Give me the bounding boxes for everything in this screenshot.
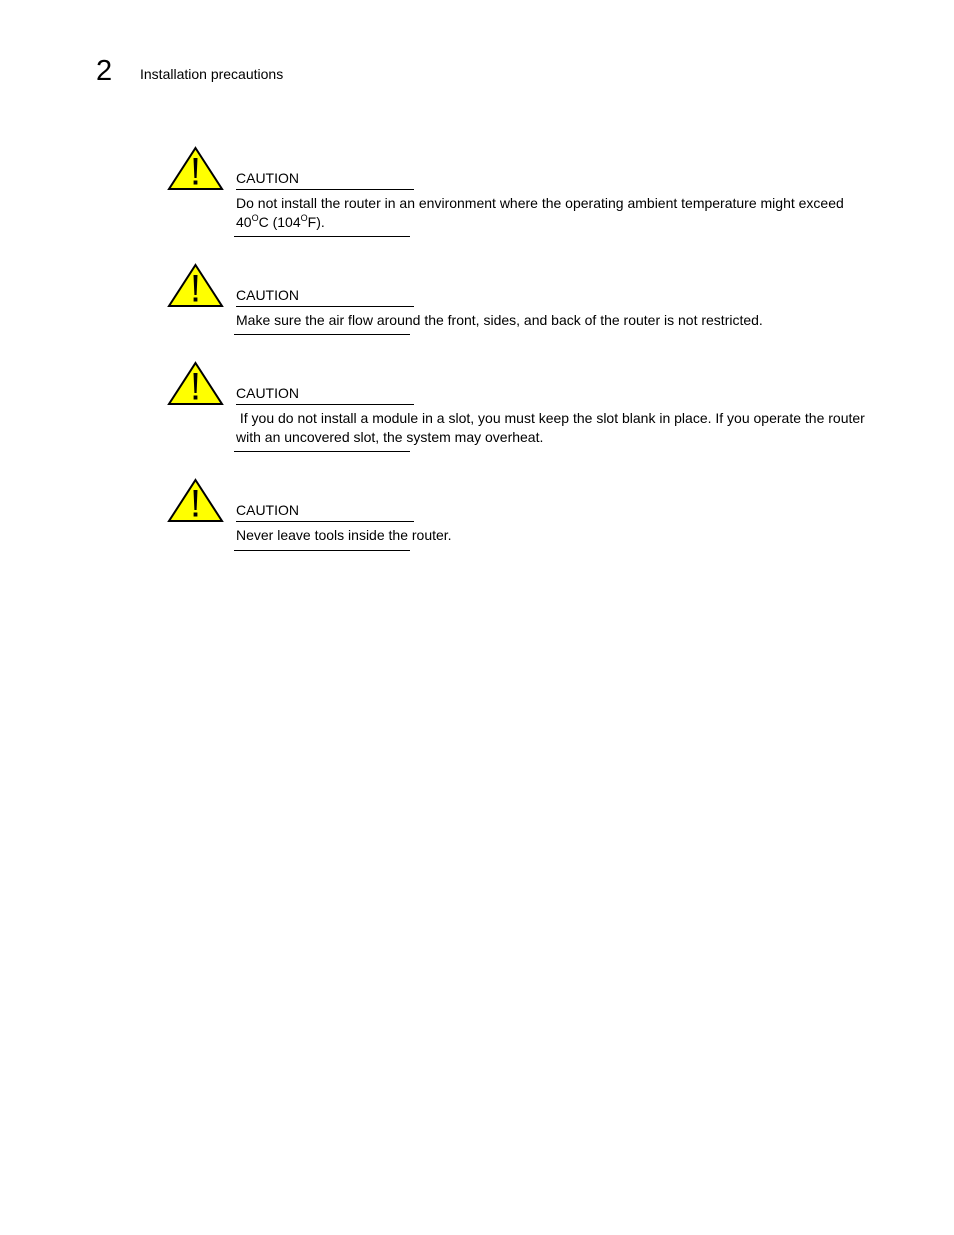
caution-text: If you do not install a module in a slot, you must keep the slot blank in place. If you operate the router with an uncovered slot, the system may overheat. <box>236 410 869 445</box>
caution-block-temperature <box>167 146 887 246</box>
caution-label: CAUTION <box>236 170 414 190</box>
caution-end-rule <box>234 451 410 452</box>
caution-label: CAUTION <box>236 502 414 522</box>
caution-text: Never leave tools inside the router. <box>236 527 452 543</box>
warning-triangle-icon <box>167 263 224 309</box>
warning-triangle-icon <box>167 361 224 407</box>
warning-triangle-icon <box>167 146 224 192</box>
caution-label: CAUTION <box>236 385 414 405</box>
caution-text: Do not install the router in an environment where the operating ambient temperature might exceed $40^OC$ $(104^OF)$. <box>236 195 844 230</box>
caution-end-rule <box>234 334 410 335</box>
chapter-number: 2 <box>96 55 113 87</box>
warning-triangle-icon <box>167 478 224 524</box>
caution-label: CAUTION <box>236 287 414 307</box>
caution-text: Make sure the air flow around the front, sides, and back of the router is not restricted. <box>236 312 763 328</box>
caution-block-tools <box>167 478 887 558</box>
caution-end-rule <box>234 236 410 237</box>
caution-end-rule <box>234 550 410 551</box>
caution-block-slot-blank <box>167 361 887 461</box>
caution-block-airflow <box>167 263 887 343</box>
section-title: Installation precautions <box>140 66 284 82</box>
